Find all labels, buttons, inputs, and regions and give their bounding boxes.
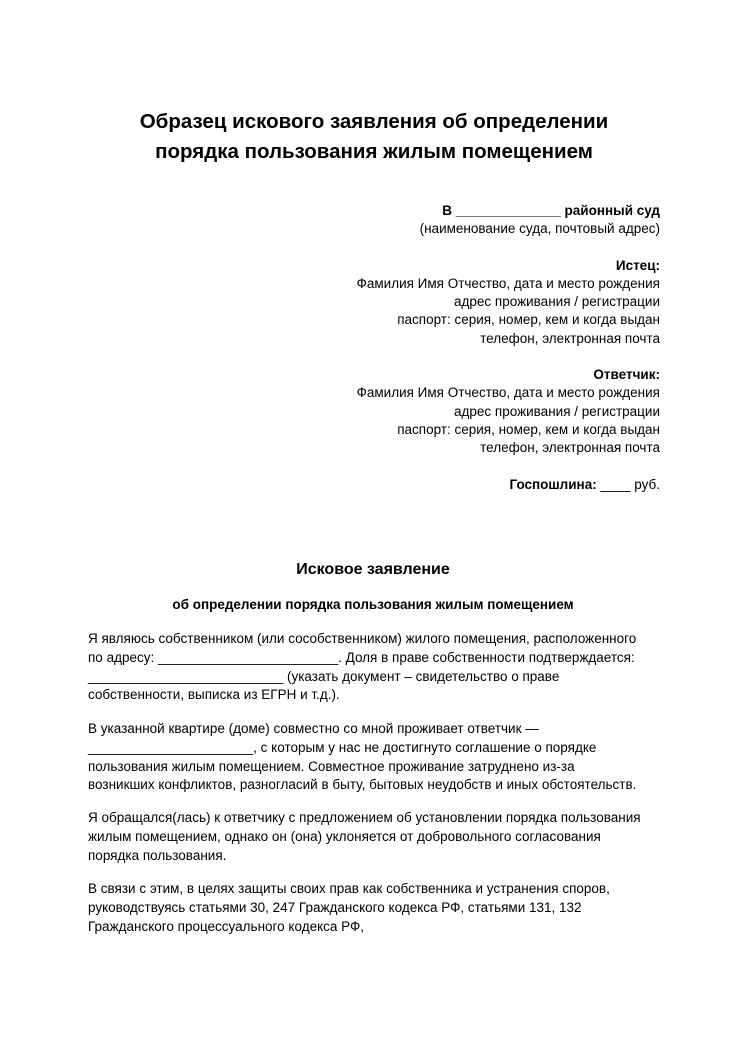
fee-value: ____ руб. (596, 476, 660, 492)
fee-label: Госпошлина: (509, 476, 597, 492)
defendant-line: паспорт: серия, номер, кем и когда выдан (397, 421, 660, 437)
paragraph-line: Я обращался(лась) к ответчику с предложением об установлении порядка пользования (88, 810, 641, 825)
paragraph-line: Гражданского процессуального кодекса РФ, (88, 918, 365, 934)
paragraph-line: возникших конфликтов, разногласий в быту, бытовых неудобств и иных обстоятельств. (88, 777, 637, 793)
statement-subheading: об определении порядка пользования жилым помещением (172, 597, 574, 612)
fee-line (357, 476, 660, 494)
statement-paragraph-4 (88, 880, 678, 936)
defendant-line: адрес проживания / регистрации (454, 403, 660, 419)
court-hint: (наименование суда, почтовый адрес) (419, 221, 660, 237)
paragraph-line: пользования жилым помещением. Совместное проживание затруднено из-за (88, 758, 575, 774)
defendant-line: телефон, электронная почта (480, 440, 660, 456)
document-title (0, 107, 748, 167)
statement-paragraph-2 (88, 720, 678, 795)
plaintiff-line: телефон, электронная почта (480, 330, 660, 346)
paragraph-line: В указанной квартире (доме) совместно со мной проживает ответчик — (88, 721, 539, 736)
statement-paragraph-3 (88, 809, 678, 865)
paragraph-line: ______________________, с которым у нас не достигнуто соглашение о порядке (88, 739, 597, 755)
paragraph-line: жилым помещением, однако он (она) уклоняется от добровольного согласования (88, 828, 601, 844)
plaintiff-line: паспорт: серия, номер, кем и когда выдан (397, 312, 660, 328)
plaintiff-line: Фамилия Имя Отчество, дата и место рождения (356, 275, 660, 291)
plaintiff-line: адрес проживания / регистрации (454, 294, 660, 310)
document-title-line-2: порядка пользования жилым помещением (155, 140, 593, 163)
statement-paragraph-1 (88, 630, 678, 705)
defendant-label: Ответчик: (593, 367, 660, 383)
statement-heading: Исковое заявление (296, 561, 450, 578)
paragraph-line: порядка пользования. (88, 847, 227, 863)
paragraph-line: собственности, выписка из ЕГРН и т.д.). (88, 687, 340, 703)
paragraph-line: В связи с этим, в целях защиты своих прав как собственника и устранения споров, (88, 881, 610, 896)
court-line: В ______________ районный суд (442, 203, 660, 218)
paragraph-line: по адресу: ________________________. Доля в праве собственности подтверждается: (88, 649, 635, 665)
paragraph-line: __________________________ (указать документ – свидетельство о праве (88, 668, 560, 684)
defendant-line: Фамилия Имя Отчество, дата и место рождения (356, 385, 660, 401)
paragraph-line: руководствуясь статьями 30, 247 Гражданского кодекса РФ, статьями 131, 132 (88, 899, 582, 915)
addressee-header (357, 202, 660, 494)
document-title-line-1: Образец искового заявления об определении (139, 110, 609, 133)
plaintiff-label: Истец: (615, 257, 660, 273)
paragraph-line: Я являюсь собственником (или сособственником) жилого помещения, расположенного (88, 631, 637, 646)
